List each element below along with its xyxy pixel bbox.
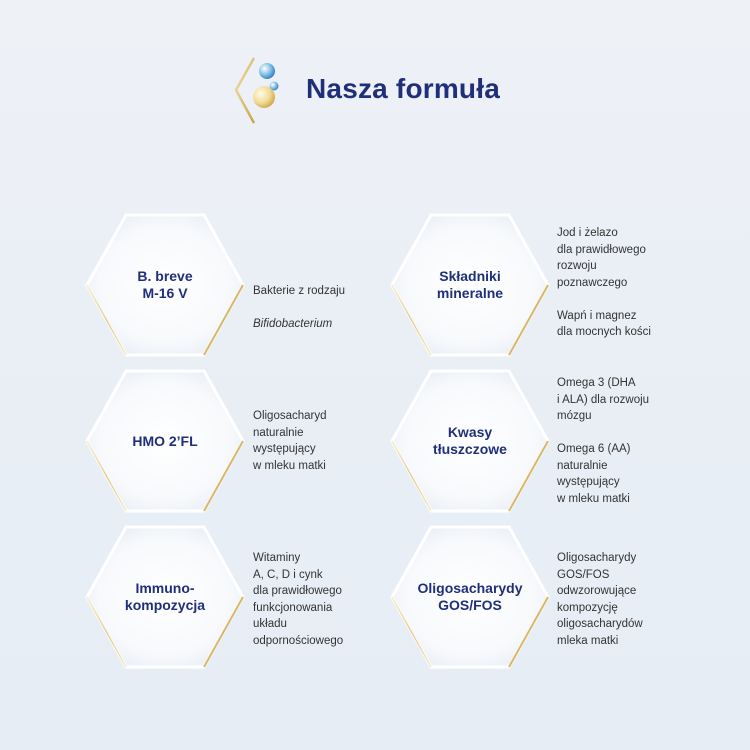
description-immunokompozycja: Witaminy A, C, D i cynk dla prawidłowego funkcjonowania układu odpornościowego	[253, 552, 344, 647]
hex-badge-kwasy-tluszczowe	[389, 368, 551, 514]
description-line: Bakterie z rodzaju	[253, 284, 346, 297]
hex-label: HMO 2’FL	[132, 432, 198, 449]
hex-badge-oligosacharydy	[389, 524, 551, 670]
hex-badge-hmo	[84, 368, 246, 514]
page-title: Nasza formuła	[306, 73, 500, 104]
description-b-breve	[253, 266, 345, 332]
hex-badge-immunokompozycja	[84, 524, 246, 670]
description-hmo: Oligosacharyd naturalnie występujący w mleku matki	[253, 410, 327, 472]
hex-label: Immuno- kompozycja	[124, 580, 206, 613]
description-oligosacharydy: Oligosacharydy GOS/FOS odwzorowujące kompozycję oligosacharydów mleka matki	[557, 552, 643, 647]
hex-badge-b-breve	[84, 212, 246, 358]
hex-label: Kwasy tłuszczowe	[433, 424, 507, 457]
hex-label: Oligosacharydy GOS/FOS	[417, 580, 523, 613]
hex-badge-skladniki-mineralne	[389, 212, 551, 358]
description-skladniki-mineralne: Jod i żelazo dla prawidłowego rozwoju poznawczego Wapń i magnez dla mocnych kości	[557, 227, 651, 338]
hex-label: Składniki mineralne	[436, 268, 504, 301]
description-line-italic: Bifidobacterium	[253, 317, 333, 330]
description-kwasy-tluszczowe: Omega 3 (DHA i ALA) dla rozwoju mózgu Omega 6 (AA) naturalnie występujący w mleku matki	[557, 377, 650, 505]
hex-label: B. breve M-16 V	[137, 268, 193, 301]
brand-logo-icon	[228, 48, 308, 138]
